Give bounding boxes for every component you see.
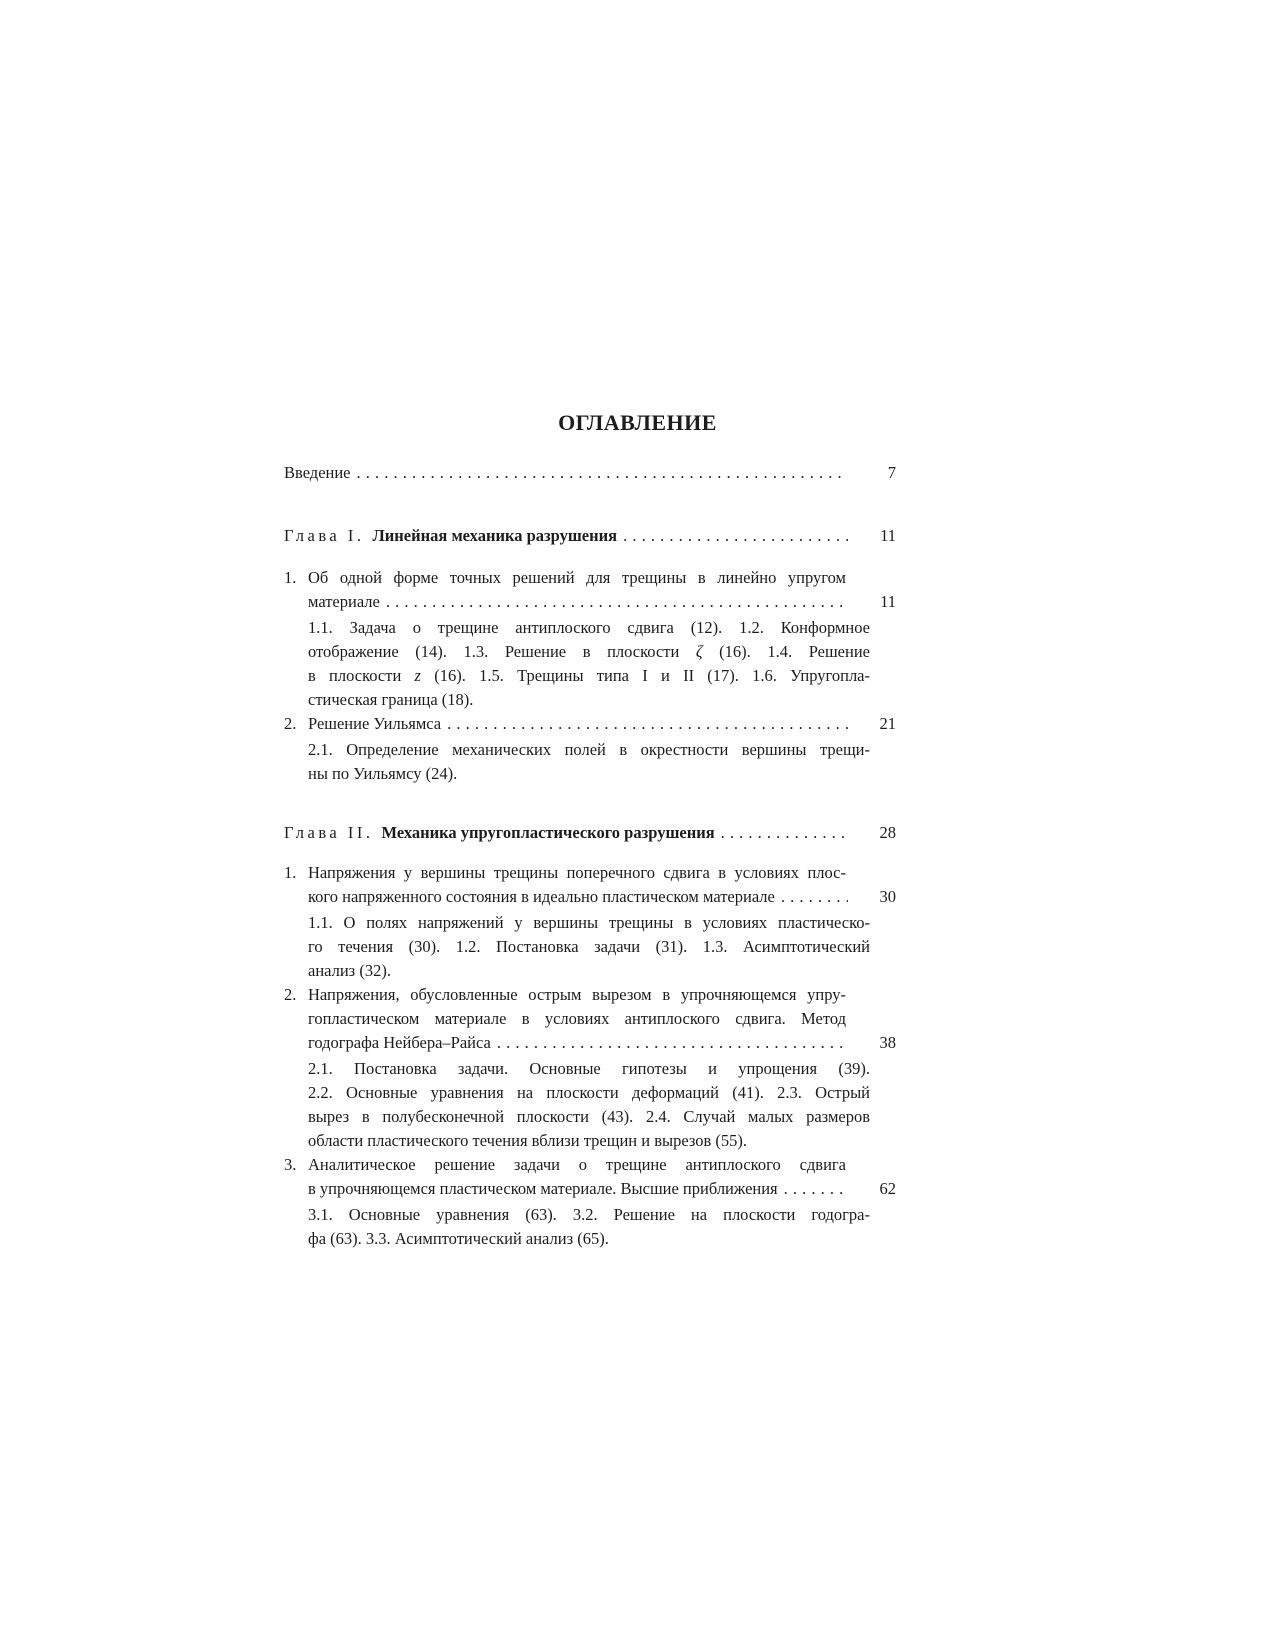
toc-subsections-1-2 [308, 738, 870, 786]
chapter-2-title: Механика упругопластического разрушения [381, 823, 715, 842]
subsection-line: стическая граница (18). [308, 690, 474, 709]
dot-leader [784, 1177, 848, 1201]
toc-subsections-2-2 [308, 1057, 870, 1153]
chapter-1-prefix: Глава I. [284, 526, 365, 545]
subsection-line: отображение (14). 1.3. Решение в плоскости ζ (16). 1.4. Решение [308, 642, 870, 661]
section-number: 1. [284, 568, 297, 587]
toc-chapter-1 [284, 524, 896, 548]
dot-leader [447, 712, 848, 736]
subsection-line: 3.1. Основные уравнения (63). 3.2. Решение на плоскости годогра- [308, 1205, 870, 1224]
subsection-line: 2.1. Постановка задачи. Основные гипотезы и упрощения (39). [308, 1059, 870, 1078]
dot-leader [721, 821, 848, 845]
section-page: 38 [879, 1033, 896, 1052]
section-number: 1. [284, 863, 297, 882]
chapter-2-page: 28 [879, 823, 896, 842]
chapter-2-prefix: Глава II. [284, 823, 374, 842]
dot-leader [497, 1031, 848, 1055]
page-title: ОГЛАВЛЕНИЕ [558, 410, 717, 435]
dot-leader [781, 885, 848, 909]
section-page: 30 [879, 887, 896, 906]
subsection-line: фа (63). 3.3. Асимптотический анализ (65). [308, 1229, 609, 1248]
subsection-line: 1.1. Задача о трещине антиплоского сдвига (12). 1.2. Конформное [308, 618, 870, 637]
subsection-line: 2.1. Определение механических полей в окрестности вершины трещи- [308, 740, 870, 759]
subsection-line: го течения (30). 1.2. Постановка задачи (31). 1.3. Асимптотический [308, 937, 870, 956]
dot-leader [386, 590, 848, 614]
subsection-line: 2.2. Основные уравнения на плоскости деформаций (41). 2.3. Острый [308, 1083, 870, 1102]
subsection-line: области пластического течения вблизи трещин и вырезов (55). [308, 1131, 748, 1150]
toc-subsections-2-1 [308, 911, 870, 983]
section-line: Напряжения, обусловленные острым вырезом в упрочняющемся упру- [308, 985, 846, 1004]
chapter-1-page: 11 [880, 526, 896, 545]
subsection-line: анализ (32). [308, 961, 391, 980]
toc-section-2-3 [284, 1153, 896, 1201]
section-page: 11 [880, 592, 896, 611]
section-number: 2. [284, 714, 297, 733]
subsection-line: 1.1. О полях напряжений у вершины трещины в условиях пластическо- [308, 913, 870, 932]
section-line: гопластическом материале в условиях антиплоского сдвига. Метод [308, 1009, 846, 1028]
section-line-last: Решение Уильямса [308, 714, 442, 733]
toc-chapter-2 [284, 821, 896, 845]
section-page: 62 [879, 1179, 896, 1198]
section-line-last: материале [308, 592, 380, 611]
section-line-last: годографа Нейбера–Райса [308, 1033, 491, 1052]
section-number: 3. [284, 1155, 297, 1174]
toc-subsections-1-1 [308, 616, 870, 712]
toc-intro-page: 7 [887, 463, 896, 482]
toc-intro-label: Введение [284, 463, 351, 482]
toc-section-1-2 [284, 712, 896, 736]
toc-section-2-2 [284, 983, 896, 1055]
subsection-line: вырез в полубесконечной плоскости (43). 2.4. Случай малых размеров [308, 1107, 870, 1126]
section-page: 21 [879, 714, 896, 733]
subsection-line: ны по Уильямсу (24). [308, 764, 458, 783]
toc-intro [284, 461, 896, 485]
dot-leader [623, 524, 848, 548]
toc-subsections-2-3 [308, 1203, 870, 1251]
toc-section-1-1 [284, 566, 896, 614]
chapter-1-title: Линейная механика разрушения [372, 526, 618, 545]
toc-section-2-1 [284, 861, 896, 909]
section-line: Аналитическое решение задачи о трещине антиплоского сдвига [308, 1155, 846, 1174]
section-line-last: в упрочняющемся пластическом материале. Высшие приближения [308, 1179, 778, 1198]
section-line: Напряжения у вершины трещины поперечного сдвига в условиях плос- [308, 863, 846, 882]
section-line: Об одной форме точных решений для трещины в линейно упругом [308, 568, 846, 587]
section-line-last: кого напряженного состояния в идеально пластическом материале [308, 887, 775, 906]
dot-leader [357, 461, 848, 485]
section-number: 2. [284, 985, 297, 1004]
subsection-line: в плоскости z (16). 1.5. Трещины типа I и II (17). 1.6. Упругопла- [308, 666, 871, 685]
